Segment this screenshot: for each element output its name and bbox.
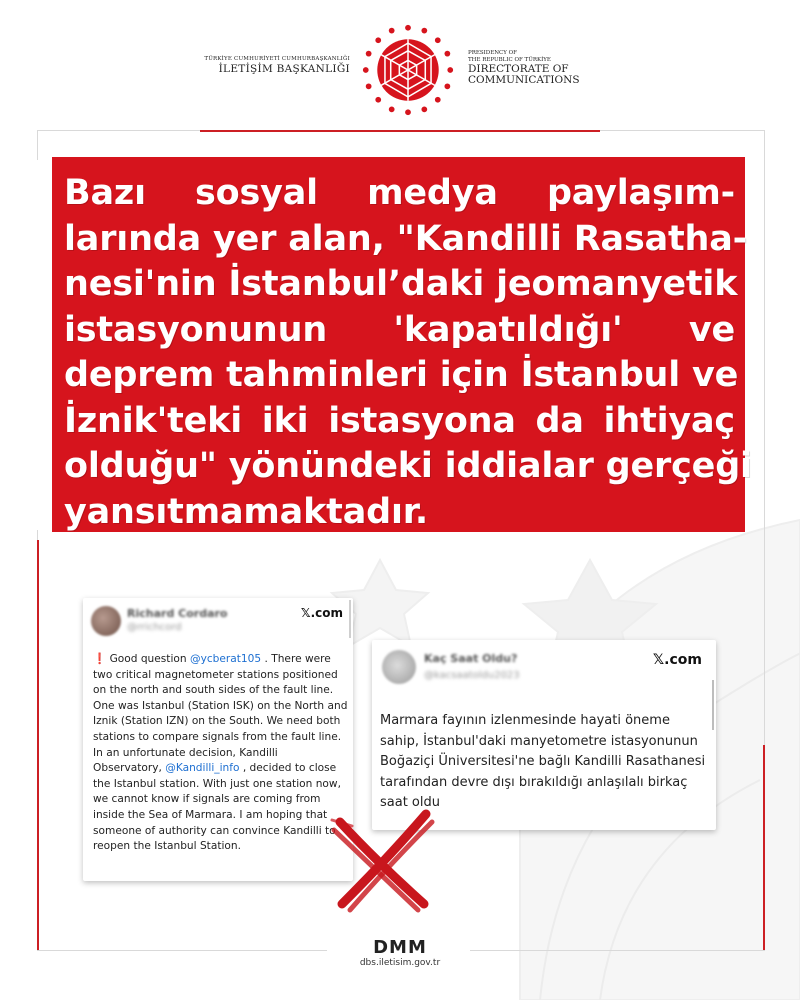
tweet-mention: @Kandilli_info — [165, 762, 240, 775]
right-red-accent — [763, 745, 765, 950]
cross-mark-icon — [322, 800, 442, 920]
x-logo-source: 𝕏.com — [300, 606, 343, 620]
headline-text: olduğu" yönündeki iddialar — [64, 446, 606, 486]
headline-box — [52, 157, 752, 532]
header — [0, 20, 800, 130]
tweet-text: , decided to close the Istanbul station. With just one station now, we cannot know if signals are coming from inside the Sea of Marmara. I am hoping that someone of authority can convince Kandilli to reopen the Istanbul Station. — [93, 762, 341, 853]
dmm-logo: DMM — [373, 937, 427, 958]
org-name-turkish — [170, 56, 350, 75]
org-title-english-2: COMMUNICATIONS — [468, 74, 580, 86]
exclamation-icon: ❗ — [93, 653, 107, 665]
tweet-author-handle: @rrichcord — [127, 622, 182, 633]
headline-line: deprem tahminleri için İstanbul ve — [64, 355, 739, 395]
frame-bottom-left — [37, 950, 327, 951]
headline-emphasis: gerçeği — [605, 446, 752, 486]
top-red-accent — [200, 130, 600, 132]
left-red-accent — [37, 540, 39, 950]
org-title-english-1: DIRECTORATE OF — [468, 63, 569, 75]
tweet-author-name: Richard Cordaro — [127, 607, 228, 620]
headline-line: İznik'teki iki istasyona da ihtiyaç — [64, 400, 735, 441]
headline-line: Bazı sosyal medya paylaşım- — [64, 173, 735, 213]
tweet-body: Marmara fayının izlenmesinde hayati öneme sahip, İstanbul'daki manyetometre istasyonunun Boğaziçi Üniversitesi'ne bağlı Kandilli Rasathanesi tarafından devre dışı bırakıldığı anlaşılalı birkaç saat oldu — [380, 713, 706, 810]
scrollbar — [712, 680, 714, 730]
frame-left-top — [37, 130, 38, 160]
headline-emphasis: yansıtmamaktadır. — [64, 491, 428, 532]
org-name-english — [468, 50, 628, 86]
avatar — [91, 606, 121, 636]
tweet-card-english — [83, 598, 353, 881]
avatar — [382, 650, 416, 684]
scrollbar — [349, 600, 351, 638]
tweet-author-handle: @kacsaatoldu2023 — [424, 670, 520, 681]
presidency-emblem-icon — [360, 22, 456, 118]
headline-line: istasyonunun 'kapatıldığı' ve — [64, 309, 735, 350]
tweet-mention: @ycberat105 — [189, 653, 262, 665]
tweet-text: . There were two critical magnetometer stations positioned on the north and south sides of the fault line. One was Istanbul (Station ISK) on the North and Iznik (Station IZN) on the South. We need both stations to compare signals from the fault line. In an unfortunate decision, Kandilli Observatory, — [93, 653, 348, 775]
tweet-body — [93, 652, 348, 855]
footer-url[interactable]: dbs.iletisim.gov.tr — [359, 958, 441, 968]
org-subtitle-english-2: THE REPUBLIC OF TÜRKİYE — [468, 57, 551, 63]
org-subtitle-english-1: PRESIDENCY OF — [468, 50, 517, 56]
tweet-author-name: Kaç Saat Oldu? — [424, 652, 518, 665]
org-subtitle-turkish: TÜRKİYE CUMHURİYETİ CUMHURBAŞKANLIĞI — [204, 56, 350, 62]
org-title-turkish: İLETİŞİM BAŞKANLIĞI — [218, 63, 350, 75]
headline-line — [64, 444, 752, 490]
x-logo-source: 𝕏.com — [652, 652, 702, 668]
headline-line: larında yer alan, "Kandilli Rasatha- — [64, 218, 748, 259]
headline-line: nesi'nin İstanbul’daki jeomanyetik — [64, 264, 738, 304]
tweet-text: Good question — [106, 653, 190, 665]
frame-bottom-right — [470, 950, 765, 951]
